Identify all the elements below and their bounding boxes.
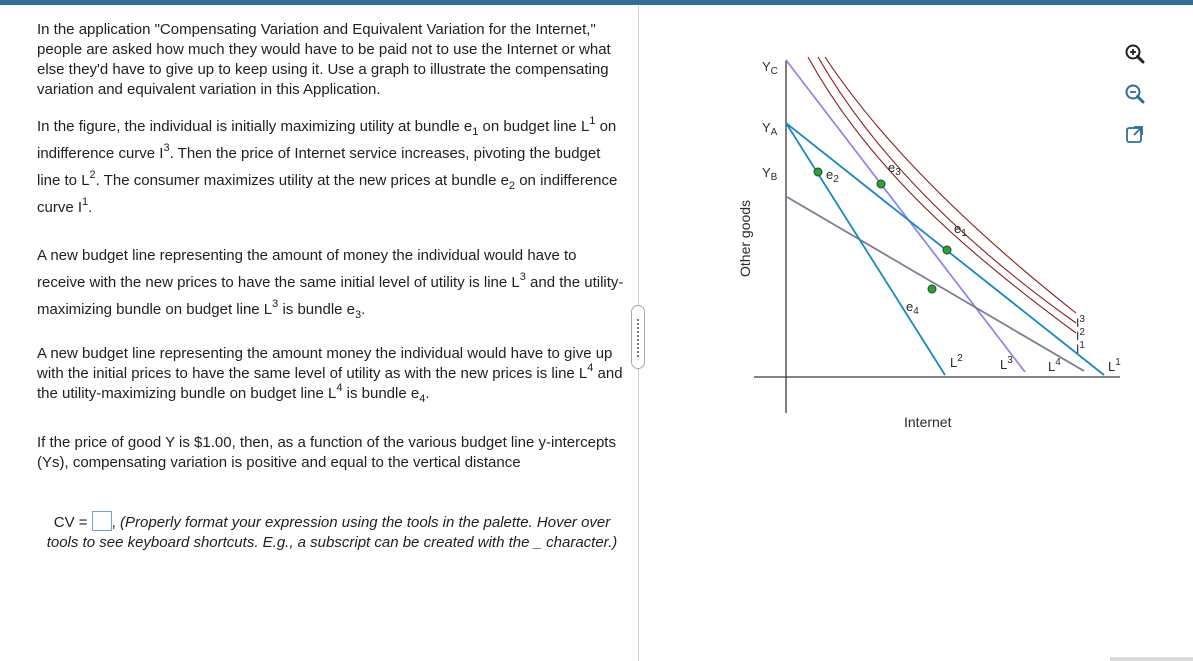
point-label-e2: $e_2$ bbox=[826, 167, 839, 185]
point-label-e4: $e_4$ bbox=[906, 299, 919, 317]
zoom-in-icon[interactable] bbox=[1122, 41, 1148, 67]
figure-description-paragraph: In the figure, the individual is initially maximizing utility at bundle $e_1$ on budget line $L^1$ on indifference curve $I^3$. Then the price of Internet service increases, pivoting the budget line to $L^2$. The consumer maximizes utility at the new prices at bundle $e_2$ on indifference curve $I^1$. bbox=[37, 115, 618, 216]
answer-row bbox=[39, 511, 625, 553]
line-label-l3: $L^3$ bbox=[1000, 355, 1013, 372]
format-hint: (Properly format your expression using the tools in the palette. Hover over tools to see keyboard shortcuts. E.g., a subscript can be created with the _ character.) bbox=[46, 514, 618, 551]
graph-panel bbox=[640, 5, 1193, 661]
zoom-out-icon[interactable] bbox=[1122, 81, 1148, 107]
x-axis-label: Internet bbox=[904, 414, 952, 430]
popout-icon[interactable] bbox=[1122, 121, 1148, 147]
y-intercept-label-ya: $Y_A$ bbox=[762, 120, 778, 138]
point-e2 bbox=[814, 168, 822, 176]
line-label-l4: $L^4$ bbox=[1048, 357, 1061, 374]
curve-label-i1: $I^1$ bbox=[1076, 340, 1085, 356]
point-label-e1: $e_1$ bbox=[954, 221, 967, 239]
cv-question-paragraph: If the price of good Y is $1.00, then, as a function of the various budget line y-intercepts (Ys), compensating variation is positive and equal to the vertical distance bbox=[37, 434, 616, 471]
bottom-scroll-indicator bbox=[1110, 657, 1193, 661]
indifference-curve-i2 bbox=[818, 57, 1076, 323]
equivalent-line-paragraph: A new budget line representing the amount money the individual would have to give up with the initial prices to have the same level of utility as with the new prices is line $L^4$ and the utility-maximizing bundle on budget line $L^4$ is bundle $e_4$. bbox=[37, 345, 623, 405]
y-intercept-label-yb: $Y_B$ bbox=[762, 165, 778, 183]
budget-line-l2 bbox=[786, 123, 945, 375]
cv-label: CV = bbox=[53, 514, 88, 531]
intro-paragraph: In the application "Compensating Variation and Equivalent Variation for the Internet," people are asked how much they would have to be paid not to use the Internet or what else they'd have to give up to keep using it. Use a graph to illustrate the compensating variation and equivalent variation in this Application. bbox=[37, 21, 611, 98]
point-e3 bbox=[877, 180, 885, 188]
point-e4 bbox=[928, 285, 936, 293]
cv-answer-input[interactable] bbox=[92, 511, 112, 531]
cv-comma: , bbox=[111, 514, 116, 531]
line-label-l2: $L^2$ bbox=[950, 353, 963, 370]
point-e1 bbox=[943, 246, 951, 254]
curve-label-i2: $I^2$ bbox=[1076, 327, 1085, 343]
curve-label-i3: $I^3$ bbox=[1076, 314, 1085, 330]
y-axis-label: Other goods bbox=[737, 199, 753, 277]
budget-constraint-graph bbox=[640, 5, 1193, 661]
compensating-line-paragraph: A new budget line representing the amount of money the individual would have to receive with the new prices to have the same initial level of utility is line $L^3$ and the utility-maximizing bundle on budget line $L^3$ is bundle $e_3$. bbox=[37, 247, 624, 321]
budget-line-l3 bbox=[786, 60, 1025, 372]
y-intercept-label-yc: $Y_C$ bbox=[762, 59, 778, 77]
question-panel bbox=[17, 5, 639, 661]
point-label-e3: $e_3$ bbox=[888, 160, 901, 178]
line-label-l1: $L^1$ bbox=[1108, 357, 1121, 374]
